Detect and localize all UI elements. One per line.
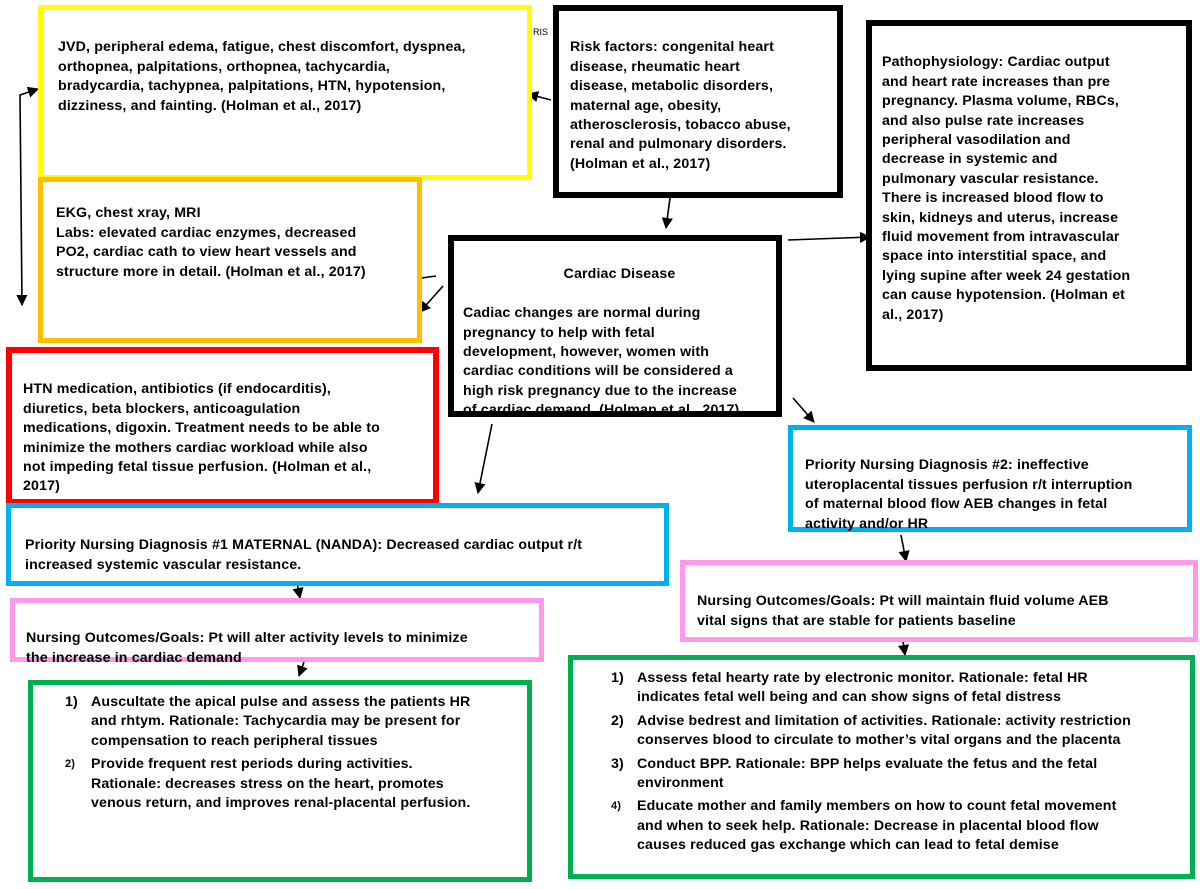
list-item xyxy=(65,755,527,813)
nursing-outcomes-1-box xyxy=(10,598,544,666)
arrow-center-to-diagnosis1 xyxy=(478,424,492,493)
cardiac-disease-text: Cadiac changes are normal during pregnancy to help with fetal development, however, women with cardiac conditions will be considered a high risk pregnancy due to the increase of cardiac demand. (Holman et al., 2017) xyxy=(463,305,740,419)
diagnostics-box xyxy=(38,177,422,343)
list-item xyxy=(611,797,1190,855)
nursing-diagnosis-2-box xyxy=(788,425,1192,532)
diagnostics-text: EKG, chest xray, MRI Labs: elevated cardiac enzymes, decreased PO2, cardiac cath to view heart vessels and structure more in detail. (Holman et al., 2017) xyxy=(56,205,366,280)
arrow-risk-to-center xyxy=(666,198,670,228)
list-item-text: Educate mother and family members on how to count fetal movement and when to seek help. Rationale: Decrease in placental blood flow causes reduced gas exchange which can lead to fetal demise xyxy=(637,798,1117,854)
nursing-diagnosis-1-box xyxy=(6,503,669,586)
list-item xyxy=(611,755,1190,794)
nursing-diagnosis-2-text: Priority Nursing Diagnosis #2: ineffective uteroplacental tissues perfusion r/t interruption of maternal blood flow AEB changes in fetal activity and/or HR xyxy=(805,457,1133,532)
list-item-text: Advise bedrest and limitation of activities. Rationale: activity restriction conserves blood to circulate to mother’s vital organs and the placenta xyxy=(637,712,1131,749)
pathophysiology-box xyxy=(866,20,1192,371)
treatment-text: HTN medication, antibiotics (if endocarditis), diuretics, beta blockers, anticoagulation medications, digoxin. Treatment needs to be able to minimize the mothers cardiac workload while also not impeding fetal tissue perfusion. (Holman et al., 2017) xyxy=(23,381,380,495)
list-item-number: 3) xyxy=(611,755,624,772)
nursing-outcomes-2-box xyxy=(680,560,1198,642)
list-item-text: Assess fetal hearty rate by electronic monitor. Rationale: fetal HR indicates fetal well being and can show signs of fetal distress xyxy=(637,670,1088,706)
arrow-symptoms-diagnostics-bracket xyxy=(20,89,38,305)
pathophysiology-text: Pathophysiology: Cardiac output and heart rate increases than pre pregnancy. Plasma volume, RBCs, and also pulse rate increases peripheral vasodilation and decrease in systemic and pulmonary vascular resistance. There is increased blood flow to skin, kidneys and uterus, increase fluid movement from intravascular space into interstitial space, and lying supine after week 24 gestation can cause hypotension. (Holman et al., 2017) xyxy=(882,54,1131,323)
nursing-outcomes-1-text: Nursing Outcomes/Goals: Pt will alter activity levels to minimize the increase in cardiac demand xyxy=(26,630,468,666)
cardiac-disease-box xyxy=(448,235,782,417)
ris-label: RIS xyxy=(533,27,549,37)
arrow-center-to-patho xyxy=(788,237,870,240)
interventions-1-box xyxy=(28,680,532,882)
arrow-outcome1-to-interventions1 xyxy=(299,662,304,676)
list-item xyxy=(611,712,1190,751)
interventions-2-list xyxy=(611,669,1190,856)
nursing-diagnosis-1-text: Priority Nursing Diagnosis #1 MATERNAL (NANDA): Decreased cardiac output r/t increased systemic vascular resistance. xyxy=(25,537,583,573)
arrow-center-to-diagnosis2 xyxy=(793,398,814,422)
list-item-number: 1) xyxy=(65,694,78,710)
risk-factors-box xyxy=(553,5,843,198)
list-item-text: Auscultate the apical pulse and assess the patients HR and rhtym. Rationale: Tachycardia may be present for compensation to reach peripheral tissues xyxy=(91,694,471,749)
interventions-1-list xyxy=(65,693,527,813)
list-item xyxy=(65,693,527,751)
arrow-diagnosis2-to-outcome2 xyxy=(901,535,906,561)
symptoms-text: JVD, peripheral edema, fatigue, chest discomfort, dyspnea, orthopnea, palpitations, orthopnea, tachycardia, bradycardia, tachypnea, palpitations, HTN, hypotension, dizziness, and fainting. (Holman et al., 2017) xyxy=(58,39,466,114)
list-item xyxy=(611,669,1190,708)
nursing-outcomes-2-text: Nursing Outcomes/Goals: Pt will maintain fluid volume AEB vital signs that are stable for patients baseline xyxy=(697,593,1109,629)
interventions-2-box xyxy=(568,655,1195,879)
arrow-center-to-diagnostics-2 xyxy=(420,286,443,312)
list-item-number: 1) xyxy=(611,670,624,686)
arrow-outcome2-to-interventions2 xyxy=(903,641,905,655)
treatment-box xyxy=(6,347,439,505)
list-item-number: 2) xyxy=(611,712,624,729)
list-item-number: 2) xyxy=(65,758,76,771)
list-item-text: Conduct BPP. Rationale: BPP helps evaluate the fetus and the fetal environment xyxy=(637,755,1098,792)
cardiac-disease-title: Cardiac Disease xyxy=(563,266,676,283)
list-item-number: 4) xyxy=(611,800,622,813)
list-item-text: Provide frequent rest periods during activities. Rationale: decreases stress on the heart, promotes venous return, and improves renal-placental perfusion. xyxy=(91,756,471,812)
symptoms-box xyxy=(38,5,532,180)
risk-factors-text: Risk factors: congenital heart disease, rheumatic heart disease, metabolic disorders, maternal age, obesity, atherosclerosis, tobacco abuse, renal and pulmonary disorders. (Holman et al., 2017) xyxy=(570,39,791,172)
